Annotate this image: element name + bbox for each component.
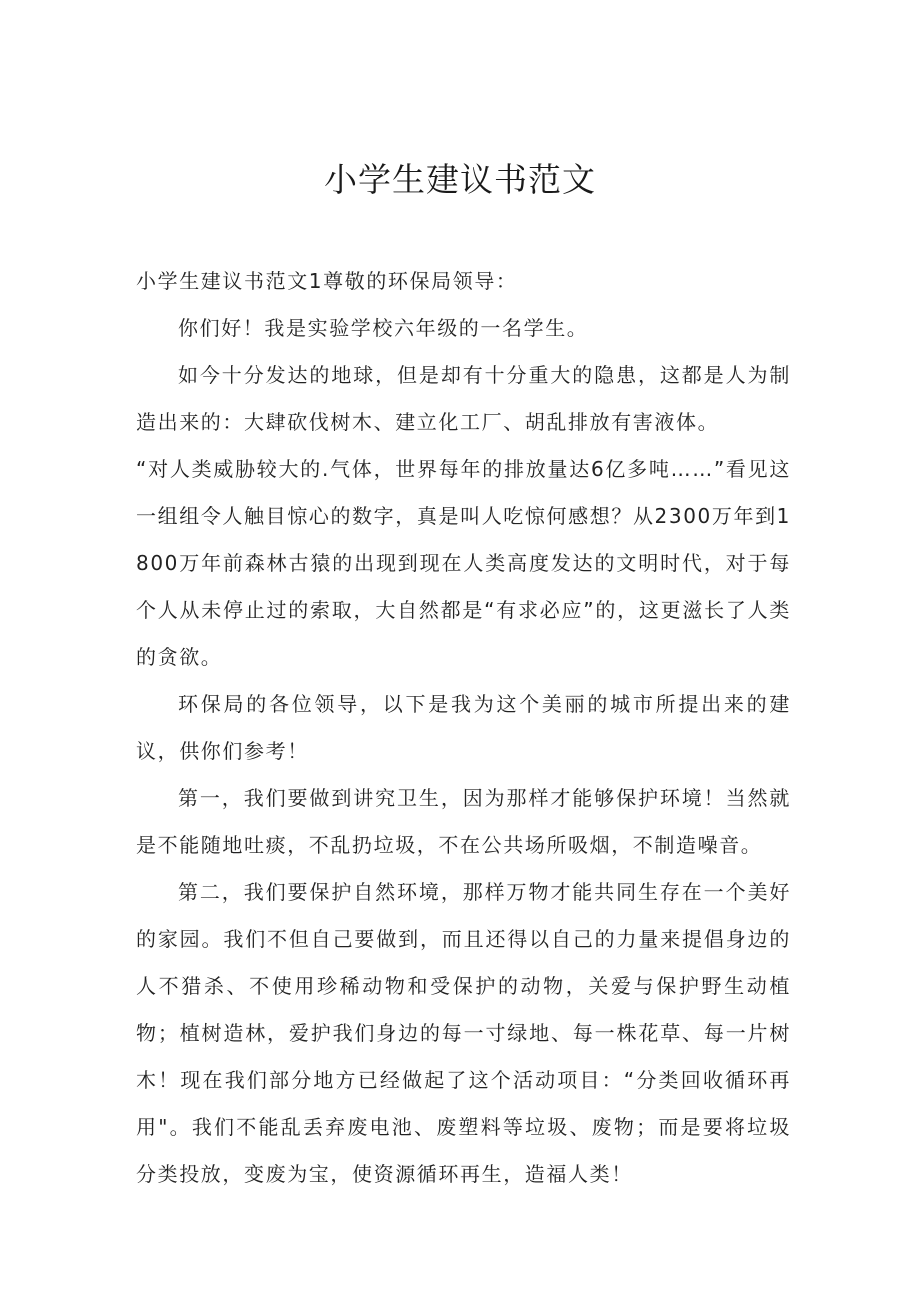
paragraph-statistics: “对人类威胁较大的.气体，世界每年的排放量达6亿多吨……”看见这一组组令人触目惊心的数字，真是叫人吃惊何感想？从2300万年到1800万年前森林古猿的出现到现在人类高度发达的文明时代，对于每个人从未停止过的索取，大自然都是“有求必应”的，这更滋长了人类的贪欲。 [136, 457, 791, 669]
paragraph-salutation: 小学生建议书范文1尊敬的环保局领导： [136, 269, 518, 293]
paragraph-suggestion-one: 第一，我们要做到讲究卫生，因为那样才能够保护环境！当然就是不能随地吐痰，不乱扔垃圾，不在公共场所吸烟，不制造噪音。 [136, 786, 791, 857]
paragraph-problem: 如今十分发达的地球，但是却有十分重大的隐患，这都是人为制造出来的：大肆砍伐树木、建立化工厂、胡乱排放有害液体。 [136, 363, 791, 434]
paragraph-greeting: 你们好！我是实验学校六年级的一名学生。 [178, 316, 589, 340]
document-title: 小学生建议书范文 [324, 160, 596, 199]
paragraph-introduction: 环保局的各位领导，以下是我为这个美丽的城市所提出来的建议，供你们参考！ [136, 692, 791, 763]
document-body [136, 258, 791, 1198]
paragraph-suggestion-two: 第二，我们要保护自然环境，那样万物才能共同生存在一个美好的家园。我们不但自己要做到，而且还得以自己的力量来提倡身边的人不猎杀、不使用珍稀动物和受保护的动物，关爱与保护野生动植物；植树造林，爱护我们身边的每一寸绿地、每一株花草、每一片树木！现在我们部分地方已经做起了这个活动项目：“分类回收循环再用"。我们不能乱丢弃废电池、废塑料等垃圾、废物；而是要将垃圾分类投放，变废为宝，使资源循环再生，造福人类！ [136, 880, 791, 1186]
